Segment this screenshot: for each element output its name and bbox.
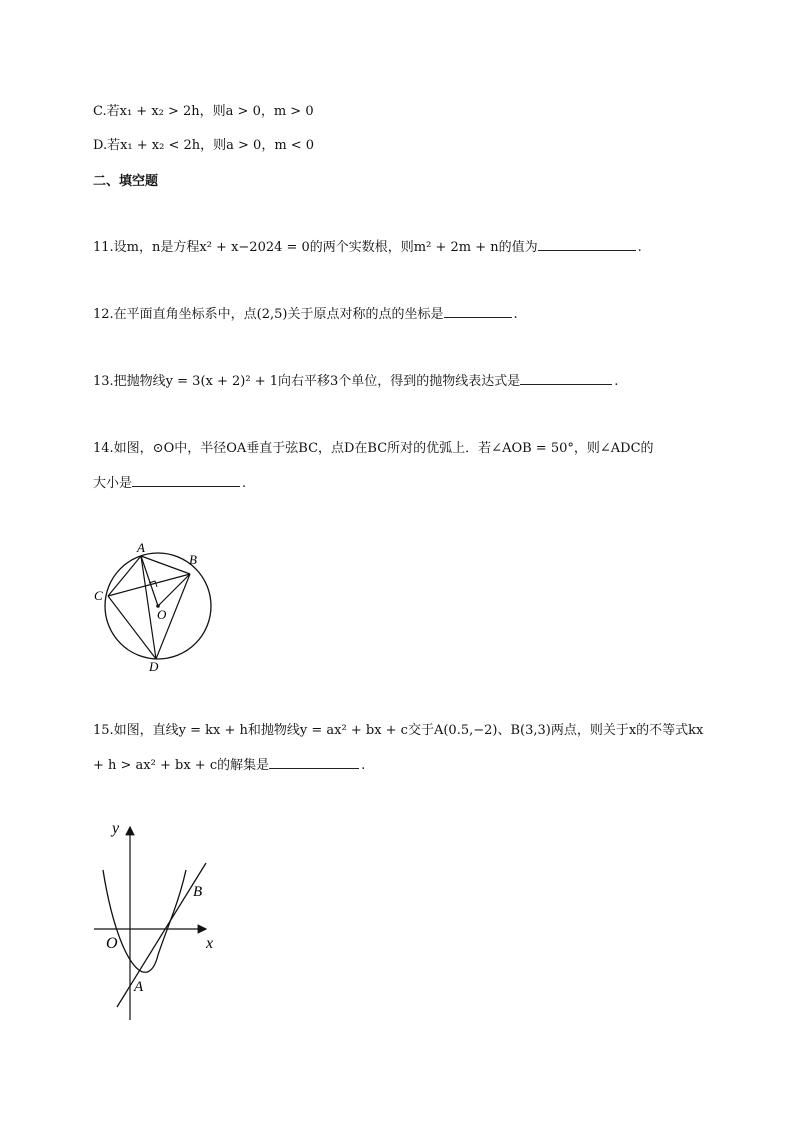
answer-blank[interactable] xyxy=(520,372,612,385)
question-15-continued xyxy=(93,756,365,775)
label-d: D xyxy=(149,659,159,674)
end-mark: . xyxy=(513,307,518,322)
segment-ad xyxy=(141,556,156,659)
answer-blank[interactable] xyxy=(538,238,636,251)
end-mark: . xyxy=(242,476,247,491)
parabola-curve xyxy=(103,870,186,972)
question-14-text: 14.如图，⊙O中，半径OA垂直于弦BC，点D在BC所对的优弧上．若∠AOB = 50°，则∠ADC的 xyxy=(93,441,654,456)
chord-bc xyxy=(108,574,190,596)
parabola-figure xyxy=(88,815,238,1025)
question-14 xyxy=(93,440,654,458)
question-15-text: 15.如图，直线y = kx + h和抛物线y = ax² + bx + c交于A(0.5,−2)、B(3,3)两点，则关于x的不等式kx xyxy=(93,723,704,738)
question-13-text: 13.把抛物线y = 3(x + 2)² + 1向右平移3个单位，得到的抛物线表达式是 xyxy=(93,374,521,389)
section-title: 二、填空题 xyxy=(93,174,159,189)
circle-figure xyxy=(88,538,228,678)
label-b: B xyxy=(193,884,203,900)
option-c xyxy=(93,103,314,121)
end-mark: . xyxy=(637,240,642,255)
question-12 xyxy=(93,305,518,324)
answer-blank[interactable] xyxy=(132,474,240,487)
label-x: x xyxy=(206,935,214,952)
label-o: O xyxy=(106,935,118,952)
question-11-text: 11.设m，n是方程x² + x−2024 = 0的两个实数根，则m² + 2m + n的值为 xyxy=(93,240,538,255)
label-c: C xyxy=(94,588,103,603)
question-14-text-2: 大小是 xyxy=(93,476,133,491)
label-o: O xyxy=(157,607,167,622)
end-mark: . xyxy=(361,758,366,773)
question-11 xyxy=(93,238,642,257)
answer-blank[interactable] xyxy=(444,305,512,318)
label-y: y xyxy=(112,820,120,837)
question-13 xyxy=(93,372,618,391)
question-15 xyxy=(93,722,703,740)
label-a: A xyxy=(134,979,144,995)
label-a: A xyxy=(137,540,145,555)
question-14-continued xyxy=(93,474,246,493)
end-mark: . xyxy=(614,374,619,389)
option-d xyxy=(93,137,314,155)
option-c-text: C.若x₁ + x₂ > 2h，则a > 0，m > 0 xyxy=(93,104,314,119)
question-15-text-2: + h > ax² + bx + c的解集是 xyxy=(93,758,270,773)
question-12-text: 12.在平面直角坐标系中，点(2,5)关于原点对称的点的坐标是 xyxy=(93,307,444,322)
segment-ac xyxy=(108,556,141,596)
option-d-text: D.若x₁ + x₂ < 2h，则a > 0，m < 0 xyxy=(93,138,315,153)
label-b: B xyxy=(189,552,197,567)
answer-blank[interactable] xyxy=(269,756,359,769)
